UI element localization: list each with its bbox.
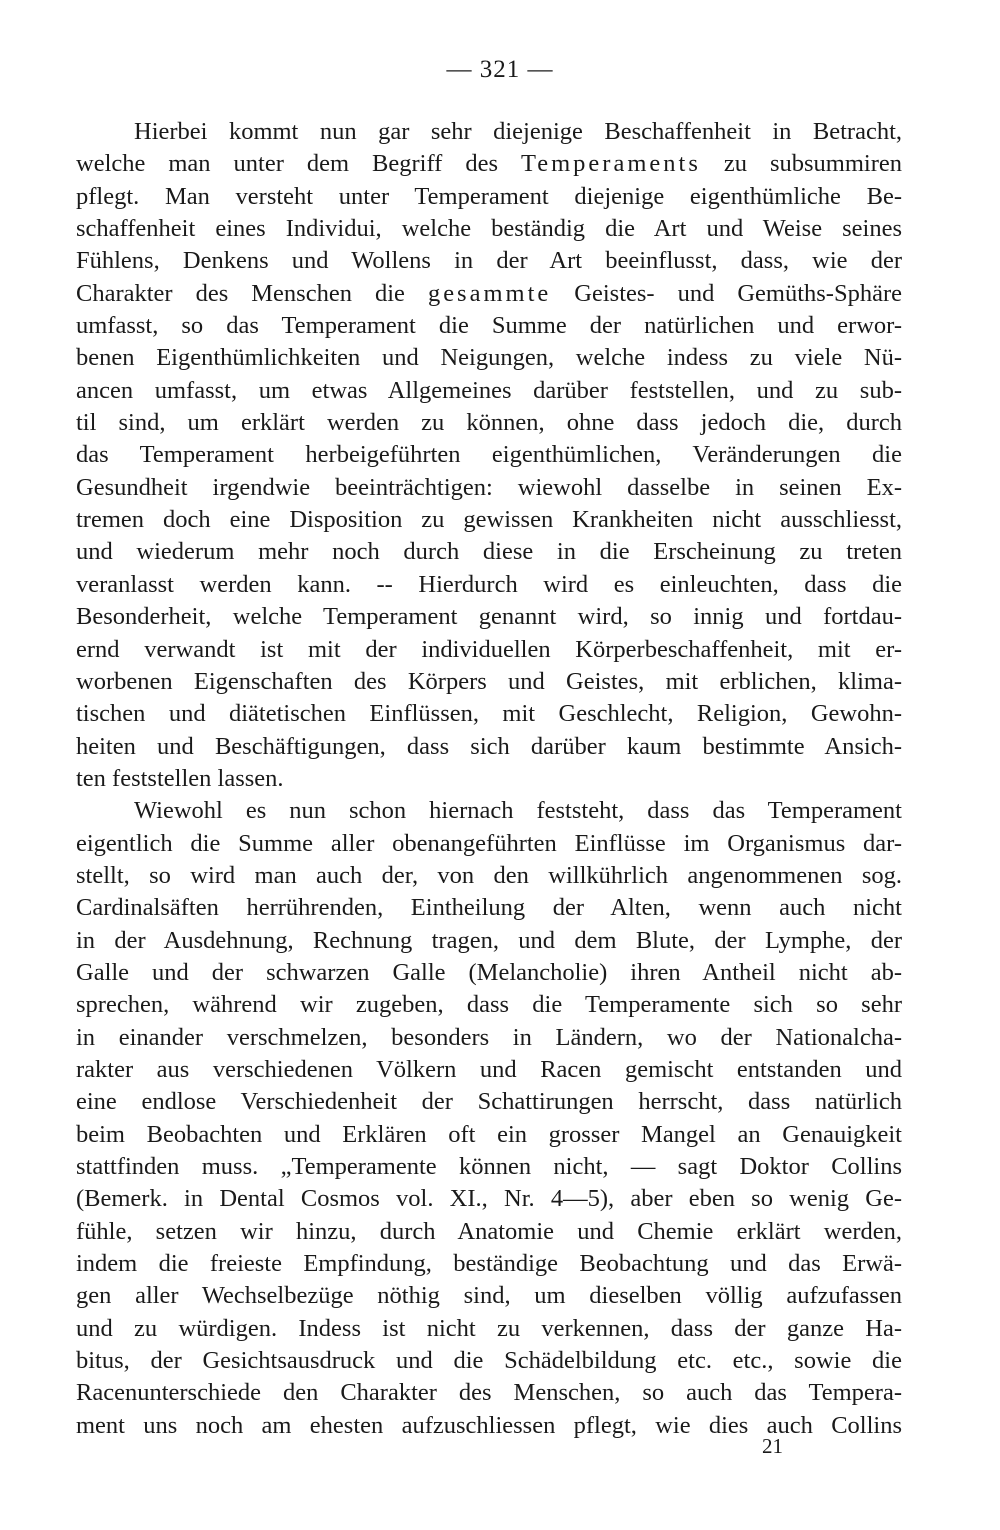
text-line: gen aller Wechselbezüge nöthig sind, um dieselben völlig aufzufassen xyxy=(76,1282,902,1310)
text-line: umfasst, so das Temperament die Summe der natürlichen und erwor- xyxy=(76,312,902,340)
text-line: stattfinden muss. „Temperamente können nicht, — sagt Doktor Collins xyxy=(76,1153,902,1180)
text-line: tremen doch eine Disposition zu gewissen Krankheiten nicht ausschliesst, xyxy=(76,506,902,534)
text-line: Charakter des Menschen die gesammte Geistes- und Gemüths-Sphäre xyxy=(76,279,902,307)
text-line: und zu würdigen. Indess ist nicht zu verkennen, dass der ganze Ha- xyxy=(76,1314,902,1342)
text-line: Hierbei kommt nun gar sehr diejenige Beschaffenheit in Betracht, xyxy=(134,118,902,145)
emphasized-word: Temperaments xyxy=(520,150,701,178)
text-line: Cardinalsäften herrührenden, Eintheilung der Alten, wenn auch nicht xyxy=(76,894,902,922)
text-line: veranlasst werden kann. -- Hierdurch wird es einleuchten, dass die xyxy=(76,570,902,598)
text-line: heiten und Beschäftigungen, dass sich darüber kaum bestimmte Ansich- xyxy=(76,732,902,760)
text-line: Galle und der schwarzen Galle (Melancholie) ihren Antheil nicht ab- xyxy=(76,958,902,986)
text-line: welche man unter dem Begriff des Temperaments zu subsummiren xyxy=(76,150,902,178)
text-line: in der Ausdehnung, Rechnung tragen, und dem Blute, der Lymphe, der xyxy=(76,926,902,954)
text-line-paragraph-end: ten feststellen lassen. xyxy=(76,764,284,792)
text-line: (Bemerk. in Dental Cosmos vol. XI., Nr. 4—5), aber eben so wenig Ge- xyxy=(76,1185,902,1213)
text-line: tischen und diätetischen Einflüssen, mit Geschlecht, Religion, Gewohn- xyxy=(76,700,902,728)
text-line: til sind, um erklärt werden zu können, ohne dass jedoch die, durch xyxy=(76,409,902,437)
text-line: benen Eigenthümlichkeiten und Neigungen, welche indess zu viele Nü- xyxy=(76,344,902,372)
text-line: worbenen Eigenschaften des Körpers und Geistes, mit erblichen, klima- xyxy=(76,667,902,695)
page-number: — 321 — xyxy=(446,56,554,83)
text-line: rakter aus verschiedenen Völkern und Racen gemischt entstanden und xyxy=(76,1055,902,1083)
text-line: das Temperament herbeigeführten eigenthümlichen, Veränderungen die xyxy=(76,441,902,469)
text-line: sprechen, während wir zugeben, dass die Temperamente sich so sehr xyxy=(76,991,902,1019)
text-line: fühle, setzen wir hinzu, durch Anatomie und Chemie erklärt werden, xyxy=(76,1217,902,1245)
text-line: schaffenheit eines Individui, welche beständig die Art und Weise seines xyxy=(76,215,902,243)
text-line: eine endlose Verschiedenheit der Schattirungen herrscht, dass natürlich xyxy=(76,1088,902,1116)
text-line-paragraph-start: Wiewohl es nun schon hiernach feststeht, dass das Temperament xyxy=(134,797,902,825)
signature-mark: 21 xyxy=(762,1434,783,1458)
text-line: pflegt. Man versteht unter Temperament diejenige eigenthümliche Be- xyxy=(76,182,902,210)
text-line: in einander verschmelzen, besonders in Ländern, wo der Nationalcha- xyxy=(76,1023,902,1051)
emphasized-word: gesammte xyxy=(427,279,552,307)
text-line: Racenunterschiede den Charakter des Menschen, so auch das Tempera- xyxy=(76,1379,902,1407)
body-text xyxy=(76,116,902,1442)
text-line: eigentlich die Summe aller obenangeführten Einflüsse im Organismus dar- xyxy=(76,829,902,857)
text-line: beim Beobachten und Erklären oft ein grosser Mangel an Genauigkeit xyxy=(76,1120,902,1148)
text-line: ancen umfasst, um etwas Allgemeines darüber feststellen, und zu sub- xyxy=(76,376,902,404)
text-line: ment uns noch am ehesten aufzuschliessen pflegt, wie dies auch Collins xyxy=(76,1411,902,1439)
text-line: bitus, der Gesichtsausdruck und die Schädelbildung etc. etc., sowie die xyxy=(76,1347,902,1375)
text-line: ernd verwandt ist mit der individuellen Körperbeschaffenheit, mit er- xyxy=(76,635,902,663)
text-line: stellt, so wird man auch der, von den willkührlich angenommenen sog. xyxy=(76,861,902,889)
text-line: Fühlens, Denkens und Wollens in der Art beeinflusst, dass, wie der xyxy=(76,247,902,275)
text-line: indem die freieste Empfindung, beständige Beobachtung und das Erwä- xyxy=(76,1250,902,1278)
text-line: Besonderheit, welche Temperament genannt wird, so innig und fortdau- xyxy=(76,603,902,631)
text-line: Gesundheit irgendwie beeinträchtigen: wiewohl dasselbe in seinen Ex- xyxy=(76,473,902,501)
text-line: und wiederum mehr noch durch diese in die Erscheinung zu treten xyxy=(76,538,902,566)
